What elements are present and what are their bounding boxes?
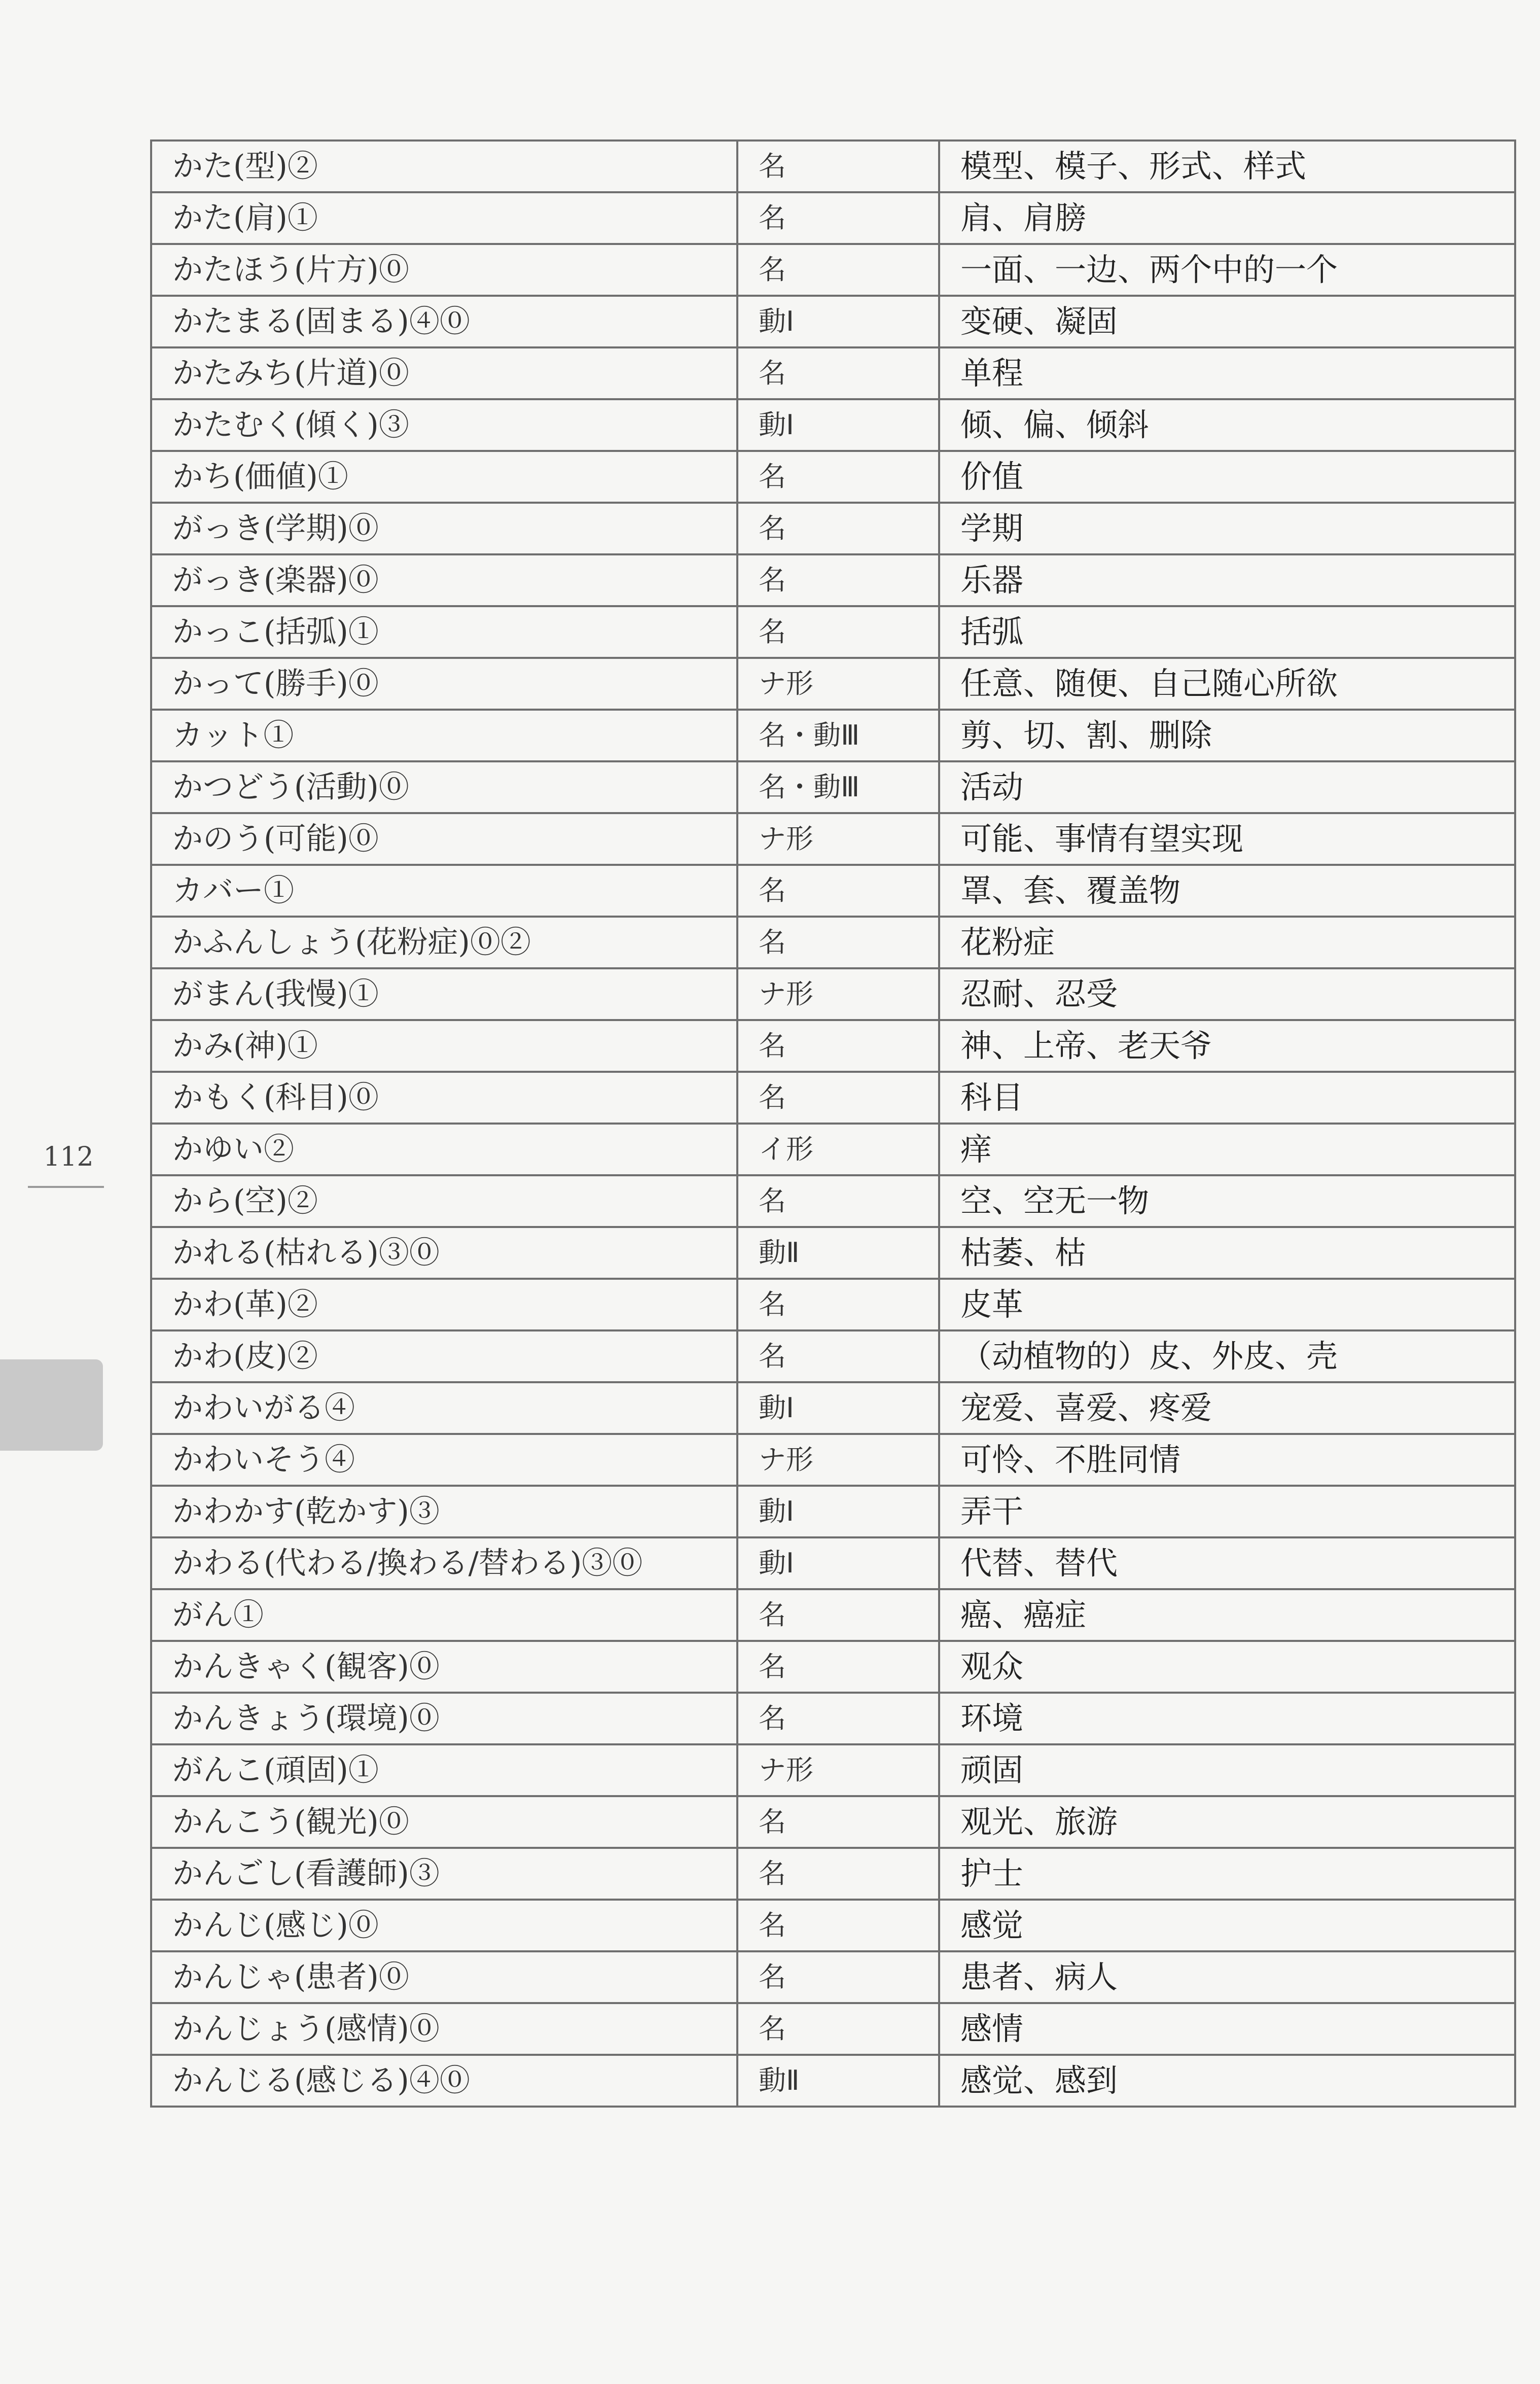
meaning-cell: 剪、切、割、删除 (939, 710, 1515, 761)
meaning-cell: （动植物的）皮、外皮、壳 (939, 1330, 1515, 1382)
word-cell: かわいそう④ (151, 1434, 737, 1486)
part-of-speech-cell: 名・動Ⅲ (737, 761, 939, 813)
table-row (151, 606, 1515, 658)
table-row (151, 1744, 1515, 1796)
word-cell: かわる(代わる/換わる/替わる)③⓪ (151, 1537, 737, 1589)
part-of-speech-cell: 名 (737, 1796, 939, 1848)
table-row (151, 451, 1515, 503)
table-row (151, 1951, 1515, 2003)
table-row (151, 658, 1515, 710)
table-row (151, 1279, 1515, 1330)
part-of-speech-cell: 名 (737, 1641, 939, 1693)
meaning-cell: 观光、旅游 (939, 1796, 1515, 1848)
part-of-speech-cell: 名 (737, 141, 939, 192)
table-row (151, 1486, 1515, 1537)
meaning-cell: 神、上帝、老天爷 (939, 1020, 1515, 1072)
table-row (151, 554, 1515, 606)
table-row (151, 1537, 1515, 1589)
part-of-speech-cell: 動Ⅰ (737, 296, 939, 347)
part-of-speech-cell: イ形 (737, 1124, 939, 1175)
word-cell: かた(肩)① (151, 192, 737, 244)
meaning-cell: 一面、一边、两个中的一个 (939, 244, 1515, 296)
table-row (151, 761, 1515, 813)
table-row (151, 141, 1515, 192)
word-cell: かれる(枯れる)③⓪ (151, 1227, 737, 1279)
table-row (151, 1227, 1515, 1279)
meaning-cell: 变硬、凝固 (939, 296, 1515, 347)
meaning-cell: 学期 (939, 503, 1515, 554)
word-cell: かって(勝手)⓪ (151, 658, 737, 710)
table-row (151, 1072, 1515, 1124)
word-cell: かもく(科目)⓪ (151, 1072, 737, 1124)
word-cell: がんこ(頑固)① (151, 1744, 737, 1796)
word-cell: かわかす(乾かす)③ (151, 1486, 737, 1537)
word-cell: がん① (151, 1589, 737, 1641)
meaning-cell: 任意、随便、自己随心所欲 (939, 658, 1515, 710)
part-of-speech-cell: 名 (737, 606, 939, 658)
table-row (151, 1641, 1515, 1693)
page-number: 112 (43, 1142, 94, 1172)
meaning-cell: 科目 (939, 1072, 1515, 1124)
table-row (151, 968, 1515, 1020)
part-of-speech-cell: 名 (737, 451, 939, 503)
word-cell: かんじ(感じ)⓪ (151, 1900, 737, 1951)
word-cell: かわ(皮)② (151, 1330, 737, 1382)
word-cell: がっき(楽器)⓪ (151, 554, 737, 606)
word-cell: かんじる(感じる)④⓪ (151, 2055, 737, 2107)
part-of-speech-cell: 名 (737, 1848, 939, 1900)
part-of-speech-cell: 名 (737, 244, 939, 296)
word-cell: かた(型)② (151, 141, 737, 192)
table-row (151, 865, 1515, 917)
part-of-speech-cell: 名 (737, 1951, 939, 2003)
meaning-cell: 括弧 (939, 606, 1515, 658)
part-of-speech-cell: ナ形 (737, 1434, 939, 1486)
meaning-cell: 罩、套、覆盖物 (939, 865, 1515, 917)
word-cell: かふんしょう(花粉症)⓪② (151, 917, 737, 968)
part-of-speech-cell: 名 (737, 2003, 939, 2055)
part-of-speech-cell: ナ形 (737, 968, 939, 1020)
word-cell: かち(価値)① (151, 451, 737, 503)
table-row (151, 1900, 1515, 1951)
word-cell: カット① (151, 710, 737, 761)
meaning-cell: 感觉 (939, 1900, 1515, 1951)
table-row (151, 296, 1515, 347)
meaning-cell: 感觉、感到 (939, 2055, 1515, 2107)
part-of-speech-cell: 名・動Ⅲ (737, 710, 939, 761)
word-cell: かたまる(固まる)④⓪ (151, 296, 737, 347)
meaning-cell: 宠爱、喜爱、疼爱 (939, 1382, 1515, 1434)
word-cell: カバー① (151, 865, 737, 917)
table-row (151, 1382, 1515, 1434)
word-cell: かんじょう(感情)⓪ (151, 2003, 737, 2055)
word-cell: かんじゃ(患者)⓪ (151, 1951, 737, 2003)
part-of-speech-cell: 名 (737, 1072, 939, 1124)
meaning-cell: 单程 (939, 347, 1515, 399)
word-cell: かわいがる④ (151, 1382, 737, 1434)
meaning-cell: 顽固 (939, 1744, 1515, 1796)
meaning-cell: 感情 (939, 2003, 1515, 2055)
meaning-cell: 观众 (939, 1641, 1515, 1693)
meaning-cell: 痒 (939, 1124, 1515, 1175)
word-cell: かつどう(活動)⓪ (151, 761, 737, 813)
meaning-cell: 花粉症 (939, 917, 1515, 968)
part-of-speech-cell: 名 (737, 1279, 939, 1330)
meaning-cell: 空、空无一物 (939, 1175, 1515, 1227)
meaning-cell: 价值 (939, 451, 1515, 503)
table-row (151, 1589, 1515, 1641)
word-cell: かんきょう(環境)⓪ (151, 1693, 737, 1744)
table-row (151, 503, 1515, 554)
meaning-cell: 代替、替代 (939, 1537, 1515, 1589)
part-of-speech-cell: 動Ⅰ (737, 1382, 939, 1434)
table-row (151, 347, 1515, 399)
meaning-cell: 倾、偏、倾斜 (939, 399, 1515, 451)
part-of-speech-cell: 名 (737, 1330, 939, 1382)
word-cell: かみ(神)① (151, 1020, 737, 1072)
meaning-cell: 弄干 (939, 1486, 1515, 1537)
word-cell: かんきゃく(観客)⓪ (151, 1641, 737, 1693)
word-cell: かわ(革)② (151, 1279, 737, 1330)
word-cell: かたほう(片方)⓪ (151, 244, 737, 296)
meaning-cell: 模型、模子、形式、样式 (939, 141, 1515, 192)
meaning-cell: 乐器 (939, 554, 1515, 606)
part-of-speech-cell: 名 (737, 917, 939, 968)
part-of-speech-cell: 動Ⅰ (737, 1486, 939, 1537)
table-row (151, 399, 1515, 451)
word-cell: かゆい② (151, 1124, 737, 1175)
table-row (151, 1693, 1515, 1744)
word-cell: がまん(我慢)① (151, 968, 737, 1020)
side-thumb-tab (0, 1359, 103, 1451)
word-cell: かんごし(看護師)③ (151, 1848, 737, 1900)
table-row (151, 1796, 1515, 1848)
meaning-cell: 护士 (939, 1848, 1515, 1900)
word-cell: かたみち(片道)⓪ (151, 347, 737, 399)
part-of-speech-cell: 動Ⅰ (737, 1537, 939, 1589)
word-cell: かたむく(傾く)③ (151, 399, 737, 451)
table-row (151, 244, 1515, 296)
table-row (151, 917, 1515, 968)
part-of-speech-cell: ナ形 (737, 813, 939, 865)
table-row (151, 2003, 1515, 2055)
part-of-speech-cell: ナ形 (737, 658, 939, 710)
meaning-cell: 癌、癌症 (939, 1589, 1515, 1641)
part-of-speech-cell: 名 (737, 503, 939, 554)
word-cell: から(空)② (151, 1175, 737, 1227)
part-of-speech-cell: 動Ⅱ (737, 1227, 939, 1279)
table-row (151, 1020, 1515, 1072)
part-of-speech-cell: 動Ⅱ (737, 2055, 939, 2107)
table-row (151, 1848, 1515, 1900)
page-number-rule (28, 1186, 104, 1188)
part-of-speech-cell: 名 (737, 347, 939, 399)
part-of-speech-cell: 名 (737, 554, 939, 606)
table-row (151, 1434, 1515, 1486)
meaning-cell: 可能、事情有望实现 (939, 813, 1515, 865)
word-cell: かんこう(観光)⓪ (151, 1796, 737, 1848)
table-row (151, 1124, 1515, 1175)
vocabulary-table-body (151, 141, 1515, 2107)
part-of-speech-cell: 名 (737, 1589, 939, 1641)
vocabulary-table (150, 139, 1516, 2108)
meaning-cell: 活动 (939, 761, 1515, 813)
part-of-speech-cell: 名 (737, 1175, 939, 1227)
meaning-cell: 可怜、不胜同情 (939, 1434, 1515, 1486)
part-of-speech-cell: 名 (737, 1900, 939, 1951)
part-of-speech-cell: 動Ⅰ (737, 399, 939, 451)
table-row (151, 813, 1515, 865)
table-row (151, 1175, 1515, 1227)
meaning-cell: 皮革 (939, 1279, 1515, 1330)
part-of-speech-cell: 名 (737, 192, 939, 244)
word-cell: がっき(学期)⓪ (151, 503, 737, 554)
table-row (151, 2055, 1515, 2107)
word-cell: かのう(可能)⓪ (151, 813, 737, 865)
table-row (151, 192, 1515, 244)
word-cell: かっこ(括弧)① (151, 606, 737, 658)
part-of-speech-cell: 名 (737, 1693, 939, 1744)
part-of-speech-cell: ナ形 (737, 1744, 939, 1796)
part-of-speech-cell: 名 (737, 1020, 939, 1072)
part-of-speech-cell: 名 (737, 865, 939, 917)
meaning-cell: 肩、肩膀 (939, 192, 1515, 244)
table-row (151, 1330, 1515, 1382)
meaning-cell: 环境 (939, 1693, 1515, 1744)
table-row (151, 710, 1515, 761)
meaning-cell: 枯萎、枯 (939, 1227, 1515, 1279)
meaning-cell: 患者、病人 (939, 1951, 1515, 2003)
meaning-cell: 忍耐、忍受 (939, 968, 1515, 1020)
